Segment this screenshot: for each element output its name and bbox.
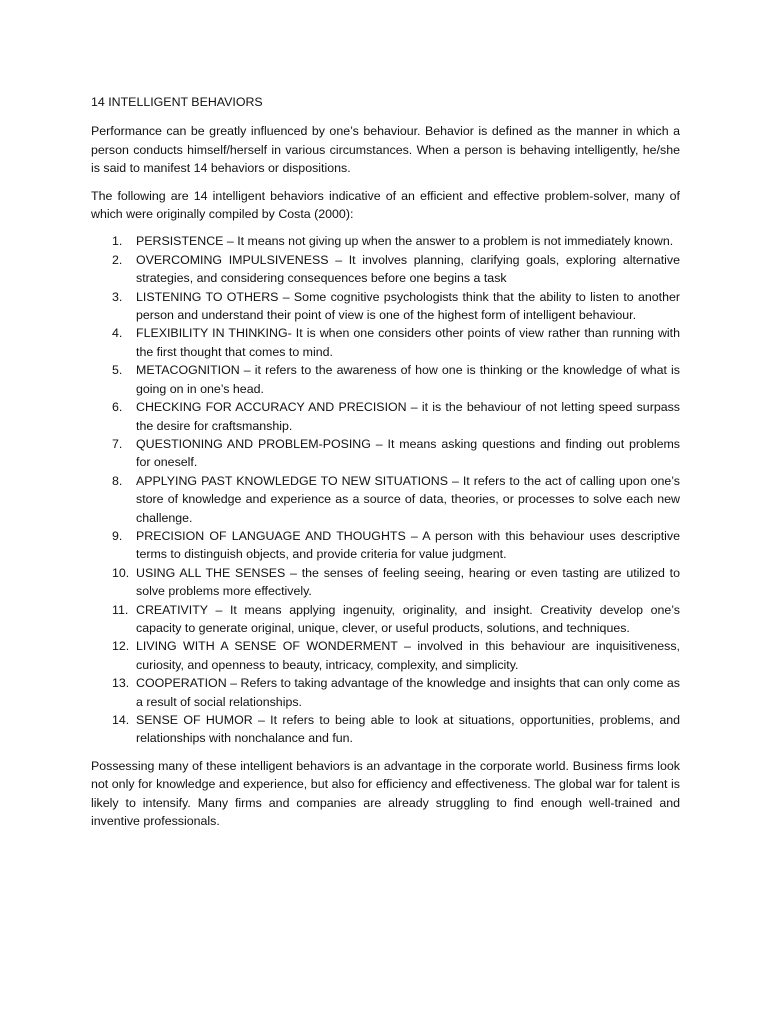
behavior-number: 13.	[112, 676, 130, 691]
behavior-number: 7.	[112, 436, 123, 451]
behavior-item	[91, 674, 680, 711]
behavior-item	[91, 711, 680, 748]
behavior-item	[91, 527, 680, 564]
behavior-item	[91, 472, 680, 527]
behavior-text: LISTENING TO OTHERS – Some cognitive psychologists think that the ability to listen to another person and understand their point of view is one of the highest form of intelligent behaviour.	[136, 289, 680, 323]
behavior-number: 9.	[112, 528, 123, 543]
behavior-text: QUESTIONING AND PROBLEM-POSING – It means asking questions and finding out problems for oneself.	[136, 436, 680, 470]
behavior-item	[91, 601, 680, 638]
behavior-number: 5.	[112, 363, 123, 378]
behavior-number: 1.	[112, 234, 123, 249]
behavior-number: 6.	[112, 400, 123, 415]
behavior-number: 10.	[112, 565, 130, 580]
behavior-number: 12.	[112, 639, 130, 654]
behavior-text: CHECKING FOR ACCURACY AND PRECISION – it is the behaviour of not letting speed surpass the desire for craftsmanship.	[136, 400, 680, 433]
behavior-item	[91, 435, 680, 472]
behavior-text: USING ALL THE SENSES – the senses of feeling seeing, hearing or even tasting are utilized to solve problems more effectively.	[136, 565, 680, 599]
behavior-number: 3.	[112, 289, 123, 304]
behavior-text: CREATIVITY – It means applying ingenuity, originality, and insight. Creativity develop one’s capacity to generate original, unique, clever, or useful products, solutions, and techniques.	[136, 602, 680, 635]
behavior-text: FLEXIBILITY IN THINKING- It is when one considers other points of view rather than running with the first thought that comes to mind.	[136, 326, 680, 359]
behavior-text: COOPERATION – Refers to taking advantage of the knowledge and insights that can only come as a result of social relationships.	[136, 676, 680, 709]
behavior-text: PERSISTENCE – It means not giving up when the answer to a problem is not immediately known.	[136, 234, 674, 249]
behavior-number: 11.	[112, 602, 129, 617]
behavior-number: 8.	[112, 473, 123, 488]
behavior-item	[91, 324, 680, 361]
behavior-number: 14.	[112, 713, 130, 727]
behavior-text: APPLYING PAST KNOWLEDGE TO NEW SITUATIONS – It refers to the act of calling upon one’s store of knowledge and experience as a source of data, theories, or processes to solve each new challenge.	[136, 473, 680, 525]
behavior-text: OVERCOMING IMPULSIVENESS – It involves planning, clarifying goals, exploring alternative strategies, and considering consequences before one begins a task	[136, 252, 680, 286]
behavior-text: METACOGNITION – it refers to the awareness of how one is thinking or the knowledge of what is going on in one’s head.	[136, 363, 680, 396]
behavior-item	[91, 232, 680, 250]
intro-paragraph: The following are 14 intelligent behaviors indicative of an efficient and effective problem-solver, many of which were originally compiled by Costa (2000):	[91, 188, 680, 222]
behavior-item	[91, 288, 680, 325]
behavior-item	[91, 361, 680, 398]
behavior-text: PRECISION OF LANGUAGE AND THOUGHTS – A person with this behaviour uses descriptive terms to distinguish objects, and provide criteria for value judgment.	[136, 528, 680, 562]
behavior-number: 2.	[112, 252, 123, 267]
closing-paragraph: Possessing many of these intelligent behaviors is an advantage in the corporate world. Business firms look not only for knowledge and experience, but also for efficiency and effectiveness. The global war for talent is likely to intensify. Many firms and companies are already struggling to find enough well-trained and inventive professionals.	[91, 758, 680, 829]
behavior-number: 4.	[112, 326, 123, 341]
behavior-text: LIVING WITH A SENSE OF WONDERMENT – involved in this behaviour are inquisitiveness, curiosity, and openness to beauty, intricacy, complexity, and simplicity.	[136, 639, 680, 672]
behavior-item	[91, 251, 680, 288]
document-title: 14 INTELLIGENT BEHAVIORS	[91, 95, 263, 109]
behavior-item	[91, 637, 680, 674]
intro-paragraph: Performance can be greatly influenced by one’s behaviour. Behavior is defined as the manner in which a person conducts himself/herself in various circumstances. When a person is behaving intelligently, he/she is said to manifest 14 behaviors or dispositions.	[91, 124, 680, 176]
behavior-text: SENSE OF HUMOR – It refers to being able to look at situations, opportunities, problems, and relationships with nonchalance and fun.	[136, 713, 680, 746]
behavior-item	[91, 398, 680, 435]
behavior-item	[91, 564, 680, 601]
behaviors-list	[91, 232, 680, 747]
